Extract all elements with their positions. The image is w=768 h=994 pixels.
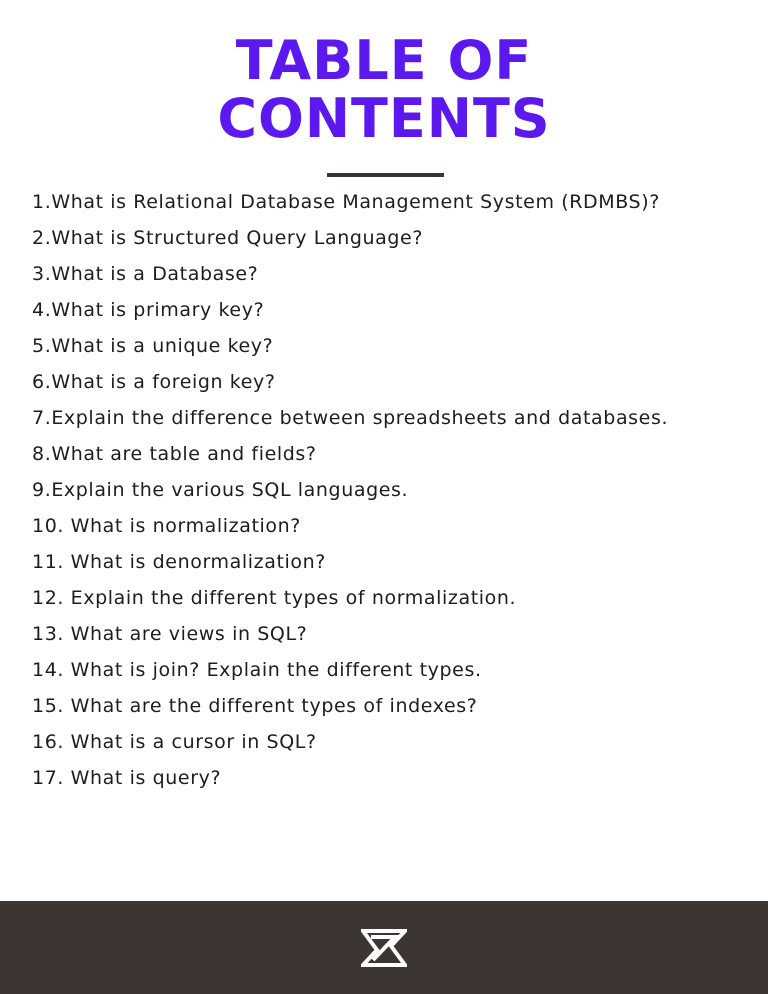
page-title-line-2: CONTENTS (217, 87, 551, 150)
toc-item: 6.What is a foreign key? (32, 371, 276, 393)
toc-item: 4.What is primary key? (32, 299, 265, 321)
footer-bar (0, 901, 768, 994)
toc-item: 9.Explain the various SQL languages. (32, 479, 409, 501)
toc-item: 7.Explain the difference between spreadsheets and databases. (32, 407, 669, 429)
zx-logo-icon (361, 929, 407, 967)
toc-item: 10. What is normalization? (32, 515, 301, 537)
toc-item: 8.What are table and fields? (32, 443, 317, 465)
title-divider (327, 173, 444, 177)
toc-item: 13. What are views in SQL? (32, 623, 308, 645)
toc-item: 1.What is Relational Database Management System (RDMBS)? (32, 191, 660, 213)
page-title (0, 29, 768, 150)
toc-item: 11. What is denormalization? (32, 551, 326, 573)
toc-item: 2.What is Structured Query Language? (32, 227, 424, 249)
toc-item: 16. What is a cursor in SQL? (32, 731, 317, 753)
page-title-line-1: TABLE OF (235, 29, 533, 92)
toc-item: 3.What is a Database? (32, 263, 259, 285)
toc-item: 15. What are the different types of indexes? (32, 695, 478, 717)
table-of-contents-list (32, 184, 732, 796)
toc-item: 17. What is query? (32, 767, 222, 789)
toc-item: 5.What is a unique key? (32, 335, 274, 357)
toc-item: 14. What is join? Explain the different types. (32, 659, 482, 681)
toc-item: 12. Explain the different types of normalization. (32, 587, 517, 609)
